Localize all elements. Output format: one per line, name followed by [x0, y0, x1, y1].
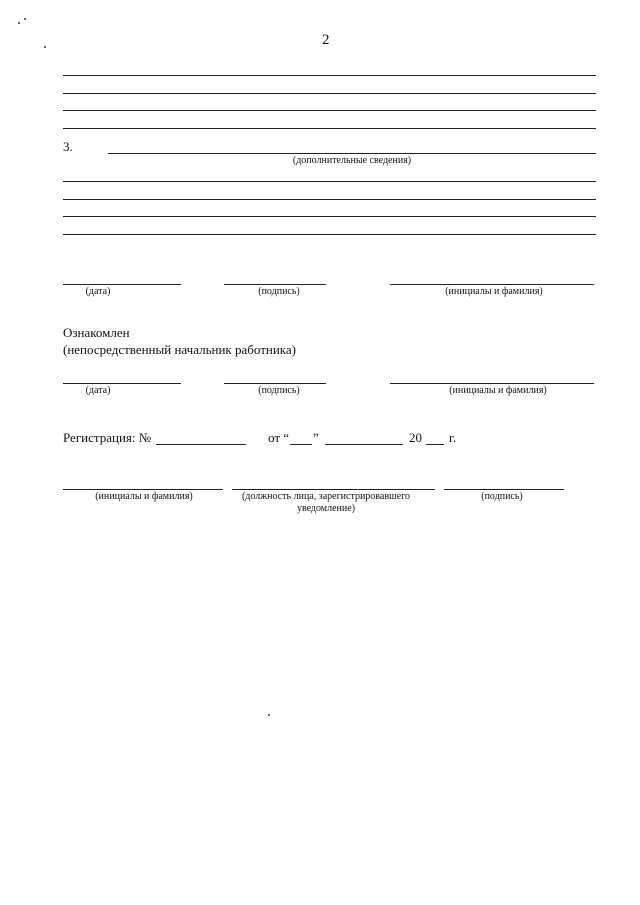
- date-line[interactable]: [63, 284, 181, 285]
- scan-speck: [44, 46, 46, 48]
- blank-line: [63, 199, 596, 200]
- registrar-position-line[interactable]: [232, 489, 435, 490]
- scan-speck: [18, 22, 20, 24]
- blank-line: [63, 128, 596, 129]
- registration-year-line[interactable]: [426, 444, 444, 445]
- signature-caption: (подпись): [258, 385, 300, 396]
- blank-line: [63, 181, 596, 182]
- signature-caption: (подпись): [258, 286, 300, 297]
- section-number: 3.: [63, 139, 73, 154]
- name-line[interactable]: [390, 383, 594, 384]
- page-number: 2: [322, 32, 330, 48]
- date-line[interactable]: [63, 383, 181, 384]
- acknowledged-title: Ознакомлен: [63, 325, 130, 340]
- registration-label: Регистрация: №: [63, 430, 152, 445]
- blank-line: [63, 110, 596, 111]
- registration-month-line[interactable]: [325, 444, 403, 445]
- registrar-name-line[interactable]: [63, 489, 223, 490]
- blank-line: [63, 234, 596, 235]
- name-line[interactable]: [390, 284, 594, 285]
- signature-line[interactable]: [224, 383, 326, 384]
- registration-day-line[interactable]: [290, 444, 312, 445]
- registrar-signature-line[interactable]: [444, 489, 564, 490]
- registrar-signature-caption: (подпись): [481, 491, 523, 502]
- acknowledged-subtitle: (непосредственный начальник работника): [63, 342, 297, 357]
- name-caption: (инициалы и фамилия): [449, 385, 547, 396]
- additional-info-caption: (дополнительные сведения): [292, 155, 412, 166]
- registrar-position-caption-2: уведомление): [296, 503, 356, 514]
- registration-year-prefix: 20: [409, 430, 422, 445]
- registrar-name-caption: (инициалы и фамилия): [95, 491, 193, 502]
- name-caption: (инициалы и фамилия): [445, 286, 543, 297]
- scan-speck: [24, 18, 26, 20]
- registration-number-line[interactable]: [156, 444, 246, 445]
- scan-speck: [268, 714, 270, 716]
- blank-line: [63, 216, 596, 217]
- registration-from: от “: [268, 430, 290, 445]
- blank-line: [63, 75, 596, 76]
- registrar-position-caption: (должность лица, зарегистрировавшего: [241, 491, 411, 502]
- blank-line: [63, 93, 596, 94]
- date-caption: (дата): [85, 286, 111, 297]
- signature-line[interactable]: [224, 284, 326, 285]
- registration-year-suffix: г.: [449, 430, 457, 445]
- date-caption: (дата): [85, 385, 111, 396]
- registration-quote-close: ”: [313, 430, 319, 445]
- additional-info-line[interactable]: [108, 153, 596, 154]
